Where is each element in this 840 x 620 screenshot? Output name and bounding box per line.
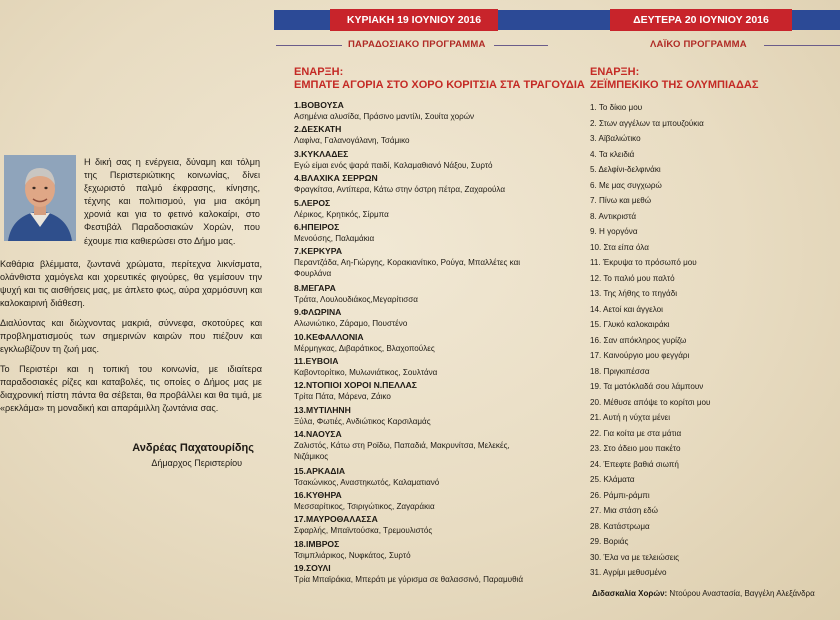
dance-region-dances: Τσακώνικος, Αναστηκωτός, Καλαματιανό	[294, 477, 440, 487]
dance-region-title: 13.ΜΥΤΙΛΗΝΗ	[294, 404, 351, 415]
traditional-programme-heading: ΠΑΡΑΔΟΣΙΑΚΟ ΠΡΟΓΡΑΜΜΑ	[348, 39, 486, 50]
dance-region-title: 6.ΗΠΕΙΡΟΣ	[294, 221, 340, 232]
traditional-dance-list	[294, 100, 580, 588]
song-item: 11. Έκρυψα το πρόσωπό μου	[590, 258, 697, 267]
signature-name: Ανδρέας Παχατουρίδης	[132, 442, 254, 454]
dance-region-item	[294, 173, 580, 197]
song-item: 28. Κατάστρωμα	[590, 521, 650, 531]
song-item: 24. Έπεφτε βαθιά σιωπή	[590, 459, 679, 469]
day-one-date: ΚΥΡΙΑΚΗ 19 ΙΟΥΝΙΟΥ 2016	[330, 9, 498, 31]
song-item: 5. Δελφίνι-δελφινάκι	[590, 165, 661, 174]
dance-region-title: 14.ΝΑΟΥΣΑ	[294, 429, 342, 440]
header-bar-left	[274, 10, 330, 30]
song-item: 19. Τα ματόκλαδά σου λάμπουν	[590, 382, 704, 391]
dance-region-title: 11.ΕΥΒΟΙΑ	[294, 356, 339, 367]
dance-teachers-credit	[592, 589, 815, 598]
dance-region-dances: Ασημένια αλυσίδα, Πράσινο μαντίλι, Σουίτα χορών	[294, 112, 475, 121]
dance-region-item	[294, 149, 580, 173]
song-item: 12. Το παλιό μου παλτό	[590, 273, 675, 283]
dance-region-dances: Μεσσαρίτικος, Τσιριγώτικος, Ζαγαράκια	[294, 502, 435, 512]
popular-programme-heading: ΛΑΪΚΟ ΠΡΟΓΡΑΜΜΑ	[650, 39, 747, 50]
song-item: 20. Μέθυσε απόψε το κορίτσι μου	[590, 397, 711, 407]
song-item: 6. Με μας συγχωρώ	[590, 180, 662, 190]
dance-region-dances: Λαφίνα, Γαλανογάλανη, Τσάμικο	[294, 136, 410, 146]
dance-region-dances: Μενούσης, Παλαμάκια	[294, 233, 375, 243]
song-item: 31. Αγρίμι μεθυσμένο	[590, 568, 667, 577]
song-item: 1. Το δίκιο μου	[590, 103, 643, 112]
mayor-portrait	[4, 155, 76, 241]
song-item: 30. Έλα να με τελειώσεις	[590, 552, 680, 562]
dance-region-title: 2.ΔΕΣΚΑΤΗ	[294, 124, 342, 135]
song-item: 9. Η γοργόνα	[590, 227, 638, 236]
dance-region-item	[294, 563, 580, 587]
dance-region-item	[294, 514, 580, 538]
song-item: 26. Ράμπι-ράμπι	[590, 490, 650, 500]
traditional-opening-title: ΕΜΠΑΤΕ ΑΓΟΡΙΑ ΣΤΟ ΧΟΡΟ ΚΟΡΙΤΣΙΑ ΣΤΑ ΤΡΑΓΟΥΔΙΑ	[294, 79, 585, 91]
song-item: 13. Της λήθης το πηγάδι	[590, 289, 678, 298]
dance-region-dances: Ζαλιστός, Κάτω στη Ροϊδω, Παπαδιά, Μακρυνίτσα, Μελεκές, Νιζάμικος	[294, 441, 510, 462]
dance-region-title: 17.ΜΑΥΡΟΘΑΛΑΣΣΑ	[294, 514, 378, 525]
dance-region-title: 15.ΑΡΚΑΔΙΑ	[294, 465, 346, 476]
traditional-start-label: ΕΝΑΡΞΗ:	[294, 66, 344, 78]
song-item: 8. Αντικριστά	[590, 211, 637, 221]
song-item: 21. Αυτή η νύχτα μένει	[590, 413, 671, 422]
dance-region-dances: Σφαρλής, Μπαϊντούσκα, Τρεμουλιστός	[294, 526, 433, 536]
message-paragraph-1: Καθάρια βλέμματα, ζωντανά χρώματα, περίτεχνα λικνίσματα, ολάνθιστα χαμόγελα και χορευτικές φιγούρες, θα γεμίσουν την ψυχή και τις αισθήσεις μας, με άπλετο φως, αύρα χαρμόσυνη και καλοκαιρινή διάθεση.	[0, 259, 262, 309]
dance-region-title: 5.ΛΕΡΟΣ	[294, 197, 331, 208]
song-item: 7. Πίνω και μεθώ	[590, 196, 652, 205]
popular-start-label: ΕΝΑΡΞΗ:	[590, 66, 640, 78]
divider-line	[276, 45, 342, 46]
dance-region-item	[294, 466, 580, 490]
dance-region-item	[294, 124, 580, 148]
signature-title: Δήμαρχος Περιστερίου	[151, 458, 242, 468]
dance-region-item	[294, 332, 580, 356]
dance-region-item	[294, 490, 580, 514]
dance-region-dances: Περαντζάδα, Αη-Γιώργης, Κορακιανίτικο, Ρούγα, Μπαλλέτες και Φουρλάνα	[294, 258, 521, 279]
dance-region-dances: Τσιμπλιάρικος, Νυφκάτος, Συρτό	[294, 550, 411, 560]
dance-region-dances: Μέρμηγκας, Διβαράτικος, Βλαχοπούλες	[294, 343, 435, 353]
popular-song-list	[590, 100, 810, 581]
divider-line	[494, 45, 548, 46]
dance-region-dances: Φραγκίτσα, Αντίπερα, Κάτω στην όστρη πέτρα, Ζαχαρούλα	[294, 185, 506, 195]
dance-teachers-names: Ντούρου Αναστασία, Βαγγέλη Αλεξάνδρα	[669, 589, 815, 598]
song-item: 22. Για κοίτα με στα μάτια	[590, 428, 682, 438]
dance-region-dances: Τρίτα Πάτα, Μάρενα, Ζάικο	[294, 392, 391, 402]
song-item: 14. Αετοί και άγγελοι	[590, 304, 663, 314]
intro-paragraph: Η δική σας η ενέργεια, δύναμη και τόλμη της Περιστεριώτικης κοινωνίας, δίνει ξεχωριστό παλμό έκφρασης, κίνησης, τέχνης και πολιτισμού, για μια ακόμη χρονιά και για το φετινό καλοκαίρι, στο Φεστιβάλ Παραδοσιακών Χορών, που έχουμε πια καθιερώσει στο Δήμο μας.	[84, 157, 260, 246]
song-item: 27. Μια στάση εδώ	[590, 506, 658, 515]
song-item: 17. Καινούργιο μου φεγγάρι	[590, 351, 690, 360]
dance-region-item	[294, 405, 580, 429]
dance-teachers-label: Διδασκαλία Χορών:	[592, 589, 668, 598]
dance-region-item	[294, 307, 580, 331]
dance-region-item	[294, 100, 580, 124]
dance-region-title: 10.ΚΕΦΑΛΛΟΝΙΑ	[294, 331, 364, 342]
dance-region-title: 18.ΙΜΒΡΟΣ	[294, 538, 340, 549]
dance-region-item	[294, 539, 580, 563]
dance-region-title: 9.ΦΛΩΡΙΝΑ	[294, 307, 342, 318]
dance-region-item	[294, 429, 580, 466]
dance-region-title: 19.ΣΟΥΛΙ	[294, 563, 331, 574]
dance-region-item	[294, 198, 580, 222]
song-item: 16. Σαν απόκληρος γυρίζω	[590, 335, 687, 345]
dance-region-dances: Εγώ είμαι ενός ψαρά παιδί, Καλαμαθιανό Νάξου, Συρτό	[294, 160, 493, 170]
dance-region-dances: Τρία Μπαϊράκια, Μπεράτι με γύρισμα σε θαλασσινό, Παραμυθιά	[294, 575, 524, 585]
song-item: 3. Αϊβαλιώτικο	[590, 134, 641, 143]
dance-region-title: 12.ΝΤΟΠΙΟΙ ΧΟΡΟΙ Ν.ΠΕΛΛΑΣ	[294, 380, 417, 391]
dance-region-dances: Λέρικος, Κρητικός, Σίρμπα	[294, 209, 389, 219]
song-item: 10. Στα είπα όλα	[590, 242, 649, 252]
song-item: 25. Κλάματα	[590, 475, 635, 484]
dance-region-item	[294, 380, 580, 404]
header-bar-right	[792, 10, 840, 30]
divider-line	[764, 45, 840, 46]
dance-region-title: 4.ΒΛΑΧΙΚΑ ΣΕΡΡΩΝ	[294, 173, 378, 184]
dance-region-title: 3.ΚΥΚΛΑΔΕΣ	[294, 148, 349, 159]
message-paragraph-2: Διαλύοντας και διώχνοντας μακριά, σύννεφα, σκοτούρες και προβληματισμούς των σημερινών καιρών που πιέζουν και εγκλωβίζουν τη ζωή μας.	[0, 318, 262, 355]
song-item: 29. Βοριάς	[590, 537, 629, 546]
dance-region-dances: Τράτα, Λουλουδιάκος,Μεγαρίτισσα	[294, 294, 418, 304]
song-item: 23. Στο άδειο μου πακέτο	[590, 444, 681, 453]
dance-region-item	[294, 222, 580, 246]
header-bar-middle	[498, 10, 610, 30]
dance-region-dances: Ξύλα, Φωτιές, Ανδιώτικος Καρσιλαμάς	[294, 416, 431, 426]
dance-region-title: 7.ΚΕΡΚΥΡΑ	[294, 246, 343, 257]
song-item: 18. Πριγκιπέσσα	[590, 366, 650, 376]
day-two-date: ΔΕΥΤΕΡΑ 20 ΙΟΥΝΙΟΥ 2016	[610, 9, 792, 31]
dance-region-title: 8.ΜΕΓΑΡΑ	[294, 282, 336, 293]
dance-region-item	[294, 246, 580, 283]
dance-region-item	[294, 283, 580, 307]
song-item: 4. Τα κλειδιά	[590, 149, 635, 159]
popular-opening-title: ΖΕΪΜΠΕΚΙΚΟ ΤΗΣ ΟΛΥΜΠΙΑΔΑΣ	[590, 79, 759, 91]
dance-region-dances: Καβοντορίτικο, Μυλωνιάτικος, Σουλτάνα	[294, 368, 438, 378]
song-item: 2. Στων αγγέλων τα μπουζούκια	[590, 118, 704, 128]
dance-region-dances: Αλωνιώτικο, Ζάραμο, Πουστένο	[294, 319, 408, 329]
dance-region-title: 16.ΚΥΘΗΡΑ	[294, 490, 342, 501]
dance-region-title: 1.ΒΟΒΟΥΣΑ	[294, 100, 344, 110]
song-item: 15. Γλυκό καλοκαιράκι	[590, 320, 670, 329]
dance-region-item	[294, 356, 580, 380]
message-paragraph-3: Το Περιστέρι και η τοπική του κοινωνία, με ιδιαίτερα παραδοσιακές ρίζες και καταβολές, τις οποίες ο Δήμος μας με διαχρονική πίστη πάντα θα σέβεται, θα προβάλλει και θα τιμά, με «ρεκλάμα» τη μοναδική και απαράμιλλη ζωντάνια σας.	[0, 364, 262, 414]
